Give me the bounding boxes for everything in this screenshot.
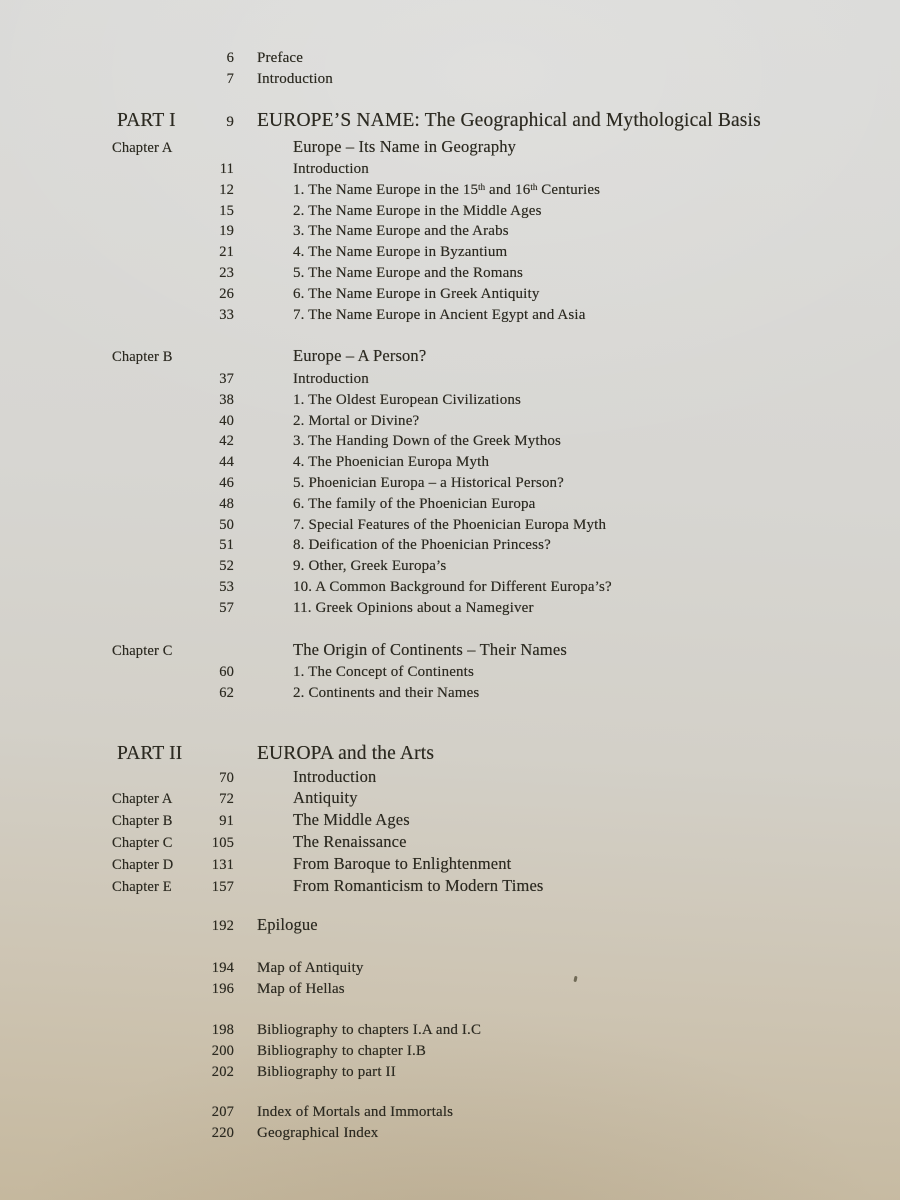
- page-number: 48: [219, 495, 234, 512]
- entry-title: 2. The Name Europe in the Middle Ages: [293, 202, 542, 219]
- part-2: [0, 740, 900, 898]
- page-number: 131: [211, 856, 234, 873]
- chapter-title: Antiquity: [293, 788, 358, 808]
- page-number: 37: [219, 370, 234, 387]
- part-label: PART II: [117, 742, 183, 764]
- chapter-label: Chapter A: [112, 139, 173, 156]
- page-number: 200: [211, 1042, 234, 1059]
- toc-row: [0, 284, 900, 305]
- entry-title: Preface: [257, 50, 304, 66]
- entry-title: 7. The Name Europe in Ancient Egypt and Asia: [293, 306, 586, 323]
- chapter-b-entries: [0, 369, 900, 619]
- back-matter: [0, 913, 900, 1144]
- toc-row: [0, 369, 900, 390]
- toc-row: [0, 598, 900, 619]
- page-number: 220: [211, 1125, 234, 1142]
- page-number: 198: [211, 1022, 234, 1038]
- chapter-label: Chapter B: [112, 349, 173, 366]
- page-number: 40: [219, 412, 234, 429]
- page-number: 207: [211, 1104, 234, 1121]
- toc-row: [0, 515, 900, 536]
- entry-title: 6. The family of the Phoenician Europa: [293, 495, 536, 512]
- entry-title: Bibliography to part II: [257, 1063, 396, 1080]
- chapter-a-entries: [0, 159, 900, 325]
- page-number: 19: [219, 223, 234, 240]
- page-number: 11: [219, 161, 234, 178]
- page-number: 50: [219, 516, 234, 533]
- page-number: 51: [219, 537, 234, 554]
- chapter-row: [0, 876, 900, 898]
- chapter-label: Chapter C: [112, 642, 173, 659]
- page-number: 91: [219, 813, 234, 830]
- entry-title: 1. The Name Europe in the 15th and 16th Centuries: [293, 181, 601, 198]
- page-number: 15: [219, 202, 234, 219]
- chapter-label: Chapter D: [112, 856, 174, 873]
- page-number: 6: [226, 50, 234, 66]
- chapter-title: Europe – A Person?: [293, 346, 427, 366]
- entry-title: Map of Antiquity: [257, 960, 364, 977]
- page-number: 21: [219, 244, 234, 261]
- chapter-label: Chapter B: [112, 813, 173, 830]
- page-number: 53: [219, 578, 234, 595]
- entry-title: 1. The Oldest European Civilizations: [293, 391, 521, 408]
- entry-title: Introduction: [293, 161, 369, 178]
- toc-row: [0, 473, 900, 494]
- chapter-heading-row: [0, 639, 900, 663]
- entry-title: 2. Mortal or Divine?: [293, 412, 420, 429]
- toc-row: [0, 1123, 900, 1144]
- toc-row: [0, 535, 900, 556]
- toc-row: [0, 494, 900, 515]
- page-number: 23: [219, 265, 234, 282]
- entry-title: Introduction: [257, 70, 333, 87]
- chapter-row: [0, 788, 900, 810]
- entry-title: Introduction: [293, 370, 369, 387]
- toc-row: [0, 662, 900, 683]
- entry-title: Bibliography to chapters I.A and I.C: [257, 1022, 482, 1038]
- toc-row: [0, 263, 900, 284]
- maps-group: [0, 958, 900, 1000]
- entry-title: 6. The Name Europe in Greek Antiquity: [293, 285, 540, 302]
- part-title: EUROPE’S NAME: The Geographical and Mythological Basis: [257, 109, 761, 131]
- page-number: 60: [219, 664, 234, 681]
- page-number: 194: [211, 960, 234, 977]
- index-group: [0, 1102, 900, 1144]
- entry-title: 5. The Name Europe and the Romans: [293, 265, 524, 282]
- page-number: 38: [219, 391, 234, 408]
- toc-row: [0, 577, 900, 598]
- chapter-row: [0, 810, 900, 832]
- toc-row: [0, 180, 900, 201]
- entry-title: 9. Other, Greek Europa’s: [293, 558, 447, 575]
- entry-title: 4. The Phoenician Europa Myth: [293, 454, 490, 471]
- toc-row: [0, 556, 900, 577]
- chapter-title: The Middle Ages: [293, 810, 410, 830]
- toc-row: [0, 683, 900, 704]
- part-heading-row: [0, 740, 900, 767]
- page-number: 62: [219, 684, 234, 701]
- toc-row: [0, 159, 900, 180]
- entry-title: 5. Phoenician Europa – a Historical Person?: [293, 474, 564, 491]
- toc-row: [0, 979, 900, 1000]
- toc-row: [0, 48, 900, 69]
- toc-row: [0, 913, 900, 938]
- toc-row: [0, 452, 900, 473]
- page-number: 192: [211, 918, 234, 935]
- entry-title: 3. The Handing Down of the Greek Mythos: [293, 433, 562, 450]
- entry-title: 11. Greek Opinions about a Namegiver: [293, 599, 534, 616]
- chapter-label: Chapter A: [112, 791, 173, 808]
- toc-row: [0, 390, 900, 411]
- page-number: 9: [226, 113, 234, 130]
- chapter-heading-row: [0, 136, 900, 160]
- page-number: 44: [219, 454, 234, 471]
- page-number: 26: [219, 285, 234, 302]
- chapter-heading-row: [0, 345, 900, 369]
- page-number: 105: [211, 835, 234, 852]
- page-number: 196: [211, 981, 234, 998]
- superscript-th: th: [478, 181, 486, 192]
- page-number: 46: [219, 474, 234, 491]
- entry-title: 7. Special Features of the Phoenician Europa Myth: [293, 516, 607, 533]
- entry-title: 10. A Common Background for Different Europa’s?: [293, 578, 612, 595]
- page-number: 57: [219, 599, 234, 616]
- chapter-label: Chapter C: [112, 835, 173, 852]
- chapter-c-entries: [0, 662, 900, 704]
- toc-row: [0, 1102, 900, 1123]
- page-number: 72: [219, 791, 234, 808]
- chapter-title: The Renaissance: [293, 832, 407, 852]
- entry-title: 2. Continents and their Names: [293, 684, 480, 701]
- toc-row: [0, 242, 900, 263]
- page-number: 42: [219, 433, 234, 450]
- entry-title: Introduction: [293, 766, 377, 786]
- chapter-label: Chapter E: [112, 878, 172, 895]
- chapter-title: The Origin of Continents – Their Names: [293, 639, 567, 659]
- front-matter: [0, 48, 900, 90]
- part-title: EUROPA and the Arts: [257, 742, 435, 764]
- entry-title: 3. The Name Europe and the Arabs: [293, 223, 509, 240]
- entry-title: 4. The Name Europe in Byzantium: [293, 244, 508, 261]
- toc-row: [0, 411, 900, 432]
- page-number: 70: [219, 769, 234, 786]
- toc-row: [0, 69, 900, 90]
- toc-row: [0, 221, 900, 242]
- chapter-title: Europe – Its Name in Geography: [293, 136, 517, 156]
- superscript-th: th: [530, 181, 538, 192]
- page-number: 52: [219, 558, 234, 575]
- toc-row: [0, 431, 900, 452]
- toc-row: [0, 1062, 900, 1083]
- entry-title: Bibliography to chapter I.B: [257, 1042, 427, 1059]
- bibliography-group: [0, 1020, 900, 1082]
- part-1: [0, 107, 900, 704]
- toc-row: [0, 305, 900, 326]
- toc-row: [0, 201, 900, 222]
- toc-row: [0, 958, 900, 979]
- page-number: 12: [219, 181, 234, 198]
- page-number: 202: [211, 1063, 234, 1080]
- toc-row: [0, 1020, 900, 1041]
- page-number: 157: [211, 878, 234, 895]
- entry-title: 8. Deification of the Phoenician Princess?: [293, 537, 551, 554]
- chapter-row: [0, 854, 900, 876]
- page-number: 7: [226, 70, 234, 87]
- chapter-row: [0, 832, 900, 854]
- entry-title: 1. The Concept of Continents: [293, 664, 474, 681]
- entry-title: Epilogue: [257, 915, 318, 935]
- entry-title: Index of Mortals and Immortals: [257, 1104, 454, 1121]
- chapter-title: From Romanticism to Modern Times: [293, 875, 544, 895]
- chapter-title: From Baroque to Enlightenment: [293, 853, 512, 873]
- toc-row: [0, 767, 900, 789]
- page-number: 33: [219, 306, 234, 323]
- entry-title: Geographical Index: [257, 1125, 379, 1142]
- part-label: PART I: [117, 109, 176, 131]
- toc-row: [0, 1041, 900, 1062]
- part-heading-row: [0, 107, 900, 136]
- entry-title: Map of Hellas: [257, 981, 345, 998]
